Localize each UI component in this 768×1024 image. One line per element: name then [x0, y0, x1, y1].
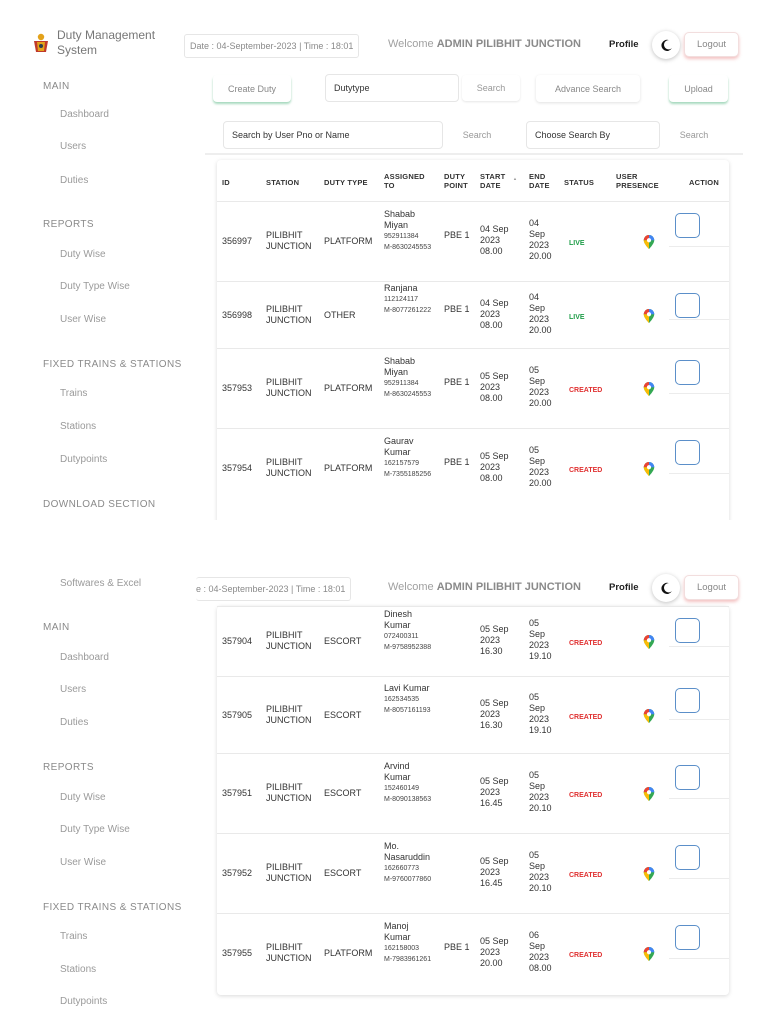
sidebar-item-dashboard[interactable]: Dashboard [60, 652, 109, 663]
cell-duty-type: ESCORT [324, 636, 362, 646]
cell-end-date: 04 Sep 2023 20.00 [529, 218, 552, 261]
assigned-pno: 152460149 [384, 785, 420, 792]
sidebar-item-duties[interactable]: Duties [60, 717, 89, 728]
assigned-mobile: M-8630245553 [384, 391, 432, 398]
cell-station: PILIBHIT JUNCTION [266, 862, 312, 883]
map-pin-icon[interactable] [643, 787, 655, 801]
table-row [217, 606, 729, 676]
sidebar-section-main: MAIN [43, 81, 70, 92]
status-badge: LIVE [569, 240, 585, 247]
cell-id: 357952 [222, 868, 253, 878]
cell-start-date: 05 Sep 2023 16.30 [480, 624, 509, 656]
sidebar-item-user-wise[interactable]: User Wise [60, 314, 107, 325]
sidebar-item-softwares-excel[interactable]: Softwares & Excel [60, 578, 142, 589]
duty-table [217, 160, 729, 520]
choose-search-by-select[interactable]: Choose Search By [526, 121, 660, 149]
cell-start-date: 05 Sep 2023 16.45 [480, 776, 509, 808]
cell-id: 357904 [222, 636, 253, 646]
dutytype-input[interactable]: Dutytype [325, 74, 459, 102]
cell-end-date: 04 Sep 2023 20.00 [529, 292, 552, 335]
cell-assigned-to [384, 683, 440, 716]
sidebar-item-user-wise[interactable]: User Wise [60, 857, 107, 868]
cell-end-date: 06 Sep 2023 08.00 [529, 930, 552, 973]
sidebar-item-dutypoints[interactable]: Dutypoints [60, 454, 108, 465]
cell-id: 357954 [222, 463, 253, 473]
checkbox-icon[interactable] [675, 360, 700, 385]
user-search-button[interactable]: Search [447, 122, 507, 148]
th-duty-point[interactable]: DUTY POINT [444, 172, 468, 190]
assigned-pno: 072400311 [384, 633, 419, 640]
cell-end-date: 05 Sep 2023 20.00 [529, 365, 552, 408]
map-pin-icon[interactable] [643, 947, 655, 961]
cell-duty-type: PLATFORM [324, 383, 373, 393]
sidebar-item-duty-wise[interactable]: Duty Wise [60, 792, 106, 803]
sidebar-scrolled [0, 565, 200, 1024]
cell-assigned-to [384, 609, 440, 653]
assigned-pno: 162157579 [384, 460, 420, 467]
map-pin-icon[interactable] [643, 867, 655, 881]
status-badge: LIVE [569, 314, 585, 321]
assigned-name: Arvind Kumar [384, 761, 411, 782]
cell-id: 356998 [222, 310, 253, 320]
th-id[interactable]: ID [222, 178, 230, 187]
assigned-pno: 162158003 [384, 945, 420, 952]
advance-search-button[interactable]: Advance Search [536, 75, 640, 102]
assigned-name: Mo. Nasaruddin [384, 841, 431, 862]
th-end-date[interactable]: END DATE [529, 172, 550, 190]
sidebar-section-reports: REPORTS [43, 762, 94, 773]
th-assigned-to[interactable]: ASSIGNED TO [384, 172, 425, 190]
sidebar-item-duty-type-wise[interactable]: Duty Type Wise [60, 824, 130, 835]
assigned-name: Manoj Kumar [384, 921, 411, 942]
cell-start-date: 05 Sep 2023 20.00 [480, 936, 509, 968]
action-divider [669, 319, 729, 320]
theme-toggle-button[interactable] [652, 574, 680, 602]
sidebar-item-stations[interactable]: Stations [60, 421, 97, 432]
sidebar-section-reports: REPORTS [43, 219, 94, 230]
status-badge: CREATED [569, 467, 603, 474]
th-duty-type[interactable]: DUTY TYPE [324, 178, 368, 187]
action-divider [669, 393, 729, 394]
th-status[interactable]: STATUS [564, 178, 595, 187]
action-divider [669, 958, 729, 959]
moon-icon [660, 39, 673, 52]
cell-id: 357955 [222, 948, 253, 958]
brand[interactable] [30, 28, 167, 58]
cell-assigned-to [384, 921, 440, 965]
cell-assigned-to [384, 283, 440, 316]
cell-end-date: 05 Sep 2023 19.10 [529, 618, 552, 661]
theme-toggle-button[interactable] [652, 31, 680, 59]
cell-duty-point: PBE 1 [444, 377, 470, 387]
action-divider [669, 246, 729, 247]
cell-start-date: 05 Sep 2023 16.45 [480, 856, 509, 888]
checkbox-icon[interactable] [675, 213, 700, 238]
action-divider [669, 473, 729, 474]
assigned-name: Shabab Miyan [384, 209, 416, 230]
cell-assigned-to [384, 356, 440, 400]
page-scrolled-view [0, 565, 768, 1024]
assigned-mobile: M-7355185256 [384, 471, 432, 478]
action-divider [669, 878, 729, 879]
map-pin-icon[interactable] [643, 382, 655, 396]
cell-end-date: 05 Sep 2023 20.10 [529, 770, 552, 813]
table-row [217, 833, 729, 913]
cell-duty-point: PBE 1 [444, 230, 470, 240]
cell-station: PILIBHIT JUNCTION [266, 704, 312, 725]
dutytype-search-button[interactable]: Search [462, 75, 520, 101]
cell-station: PILIBHIT JUNCTION [266, 942, 312, 963]
table-row [217, 281, 729, 348]
th-start-date[interactable]: START DATE [480, 172, 506, 190]
logout-button[interactable]: Logout [684, 575, 739, 600]
table-row [217, 348, 729, 428]
th-station[interactable]: STATION [266, 178, 300, 187]
status-badge: CREATED [569, 714, 603, 721]
profile-link[interactable]: Profile [609, 582, 639, 593]
cell-start-date: 04 Sep 2023 08.00 [480, 224, 509, 256]
assigned-pno: 112124117 [384, 296, 418, 303]
sidebar-item-trains[interactable]: Trains [60, 931, 88, 942]
welcome-prefix: Welcome [388, 581, 434, 593]
cell-duty-point: PBE 1 [444, 304, 470, 314]
cell-assigned-to [384, 841, 440, 885]
assigned-name: Shabab Miyan [384, 356, 416, 377]
assigned-pno: 952911384 [384, 233, 419, 240]
moon-icon [660, 582, 673, 595]
assigned-name: Ranjana [384, 283, 418, 293]
cell-end-date: 05 Sep 2023 20.00 [529, 445, 552, 488]
checkbox-icon[interactable] [675, 688, 700, 713]
cell-start-date: 05 Sep 2023 08.00 [480, 451, 509, 483]
assigned-pno: 162534535 [384, 696, 420, 703]
sidebar-item-duty-wise[interactable]: Duty Wise [60, 249, 106, 260]
sidebar-item-users[interactable]: Users [60, 684, 87, 695]
cell-assigned-to [384, 209, 440, 253]
status-badge: CREATED [569, 952, 603, 959]
sidebar-section-fixed: FIXED TRAINS & STATIONS [43, 902, 182, 913]
date-time-display: Date : 04-September-2023 | Time : 18:01 [184, 34, 359, 58]
checkbox-icon[interactable] [675, 765, 700, 790]
status-badge: CREATED [569, 792, 603, 799]
cell-start-date: 04 Sep 2023 08.00 [480, 298, 509, 330]
cell-assigned-to [384, 436, 440, 480]
checkbox-icon[interactable] [675, 845, 700, 870]
cell-station: PILIBHIT JUNCTION [266, 630, 312, 651]
sidebar-item-dashboard[interactable]: Dashboard [60, 109, 109, 120]
cell-id: 356997 [222, 236, 253, 246]
cell-end-date: 05 Sep 2023 19.10 [529, 692, 552, 735]
cell-assigned-to [384, 761, 440, 805]
map-pin-icon[interactable] [643, 709, 655, 723]
assigned-mobile: M-9760077860 [384, 876, 432, 883]
table-row [217, 676, 729, 753]
action-divider [669, 798, 729, 799]
cell-duty-type: OTHER [324, 310, 356, 320]
sidebar-item-dutypoints[interactable]: Dutypoints [60, 996, 108, 1007]
status-badge: CREATED [569, 640, 603, 647]
assigned-pno: 952911384 [384, 380, 419, 387]
sort-indicator-icon[interactable]: ▲ [513, 176, 518, 181]
choose-search-button[interactable]: Search [664, 122, 724, 148]
welcome-message [388, 581, 581, 593]
sidebar [0, 0, 200, 520]
sidebar-section-fixed: FIXED TRAINS & STATIONS [43, 359, 182, 370]
profile-link[interactable]: Profile [609, 39, 639, 50]
upload-button[interactable]: Upload [669, 75, 728, 102]
status-badge: CREATED [569, 387, 603, 394]
assigned-mobile: M-8090138563 [384, 796, 432, 803]
cell-station: PILIBHIT JUNCTION [266, 377, 312, 398]
assigned-pno: 162660773 [384, 865, 420, 872]
cell-station: PILIBHIT JUNCTION [266, 230, 312, 251]
table-row [217, 428, 729, 508]
th-user-presence[interactable]: USER PRESENCE [616, 172, 659, 190]
checkbox-icon[interactable] [675, 440, 700, 465]
checkbox-icon[interactable] [675, 293, 700, 318]
cell-station: PILIBHIT JUNCTION [266, 782, 312, 803]
cell-start-date: 05 Sep 2023 16.30 [480, 698, 509, 730]
action-divider [669, 719, 729, 720]
welcome-prefix: Welcome [388, 38, 434, 50]
action-divider [669, 646, 729, 647]
police-emblem-icon [30, 32, 52, 54]
sidebar-section-download: DOWNLOAD SECTION [43, 499, 156, 510]
welcome-message [388, 38, 581, 50]
cell-duty-type: ESCORT [324, 788, 362, 798]
cell-start-date: 05 Sep 2023 08.00 [480, 371, 509, 403]
welcome-user: ADMIN PILIBHIT JUNCTION [436, 581, 581, 593]
table-row [217, 753, 729, 833]
map-pin-icon[interactable] [643, 235, 655, 249]
logout-button[interactable]: Logout [684, 32, 739, 57]
assigned-name: Dinesh Kumar [384, 609, 413, 630]
sidebar-item-trains[interactable]: Trains [60, 388, 88, 399]
date-time-display: e : 04-September-2023 | Time : 18:01 [196, 577, 351, 601]
cell-end-date: 05 Sep 2023 20.10 [529, 850, 552, 893]
assigned-name: Lavi Kumar [384, 683, 430, 693]
map-pin-icon[interactable] [643, 309, 655, 323]
cell-duty-type: PLATFORM [324, 236, 373, 246]
sidebar-item-duty-type-wise[interactable]: Duty Type Wise [60, 281, 130, 292]
cell-duty-type: PLATFORM [324, 463, 373, 473]
assigned-mobile: M-8077261222 [384, 307, 432, 314]
status-badge: CREATED [569, 872, 603, 879]
checkbox-icon[interactable] [675, 618, 700, 643]
cell-id: 357953 [222, 383, 253, 393]
assigned-name: Gaurav Kumar [384, 436, 414, 457]
create-duty-button[interactable]: Create Duty [213, 75, 291, 102]
checkbox-icon[interactable] [675, 925, 700, 950]
cell-duty-type: PLATFORM [324, 948, 373, 958]
sidebar-section-main: MAIN [43, 622, 70, 633]
cell-duty-point: PBE 1 [444, 942, 470, 952]
map-pin-icon[interactable] [643, 635, 655, 649]
duty-table-scrolled [217, 606, 729, 995]
sidebar-item-users[interactable]: Users [60, 141, 87, 152]
cell-station: PILIBHIT JUNCTION [266, 304, 312, 325]
map-pin-icon[interactable] [643, 462, 655, 476]
assigned-mobile: M-8630245553 [384, 244, 432, 251]
cell-duty-type: ESCORT [324, 710, 362, 720]
assigned-mobile: M-8057161193 [384, 707, 431, 714]
sidebar-item-stations[interactable]: Stations [60, 964, 97, 975]
welcome-user: ADMIN PILIBHIT JUNCTION [436, 38, 581, 50]
table-row [217, 913, 729, 993]
cell-id: 357905 [222, 710, 253, 720]
cell-duty-point: PBE 1 [444, 457, 470, 467]
user-search-input[interactable]: Search by User Pno or Name [223, 121, 443, 149]
app-title: Duty Management System [57, 28, 156, 57]
cell-station: PILIBHIT JUNCTION [266, 457, 312, 478]
sidebar-item-duties[interactable]: Duties [60, 175, 89, 186]
cell-id: 357951 [222, 788, 253, 798]
th-action[interactable]: ACTION [689, 178, 719, 187]
assigned-mobile: M-7983961261 [384, 956, 432, 963]
table-row [217, 201, 729, 281]
toolbar-divider [205, 153, 743, 155]
cell-duty-type: ESCORT [324, 868, 362, 878]
assigned-mobile: M-9758952388 [384, 644, 432, 651]
